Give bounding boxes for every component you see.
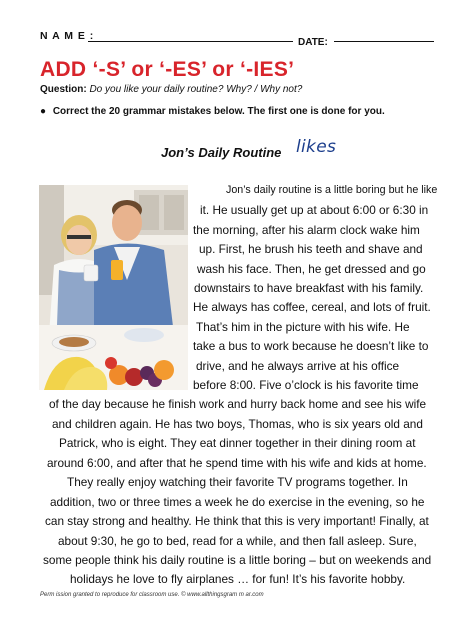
story-line: He always has coffee, cereal, and lots of fruit. (193, 300, 431, 314)
story-line: of the day because he finish work and hurry back home and see his wife (49, 397, 427, 411)
story-line: addition, two or three times a week he do exercise in the evening, so he (50, 495, 425, 509)
name-label: N A M E : (40, 30, 95, 42)
handwritten-correction: likes (296, 137, 337, 157)
name-date-row (40, 26, 440, 46)
bullet-icon: ● (40, 106, 47, 117)
story-title: Jon’s Daily Routine (161, 145, 282, 160)
name-blank-line (88, 41, 293, 42)
instruction-line (40, 106, 385, 117)
story-line: some people think his daily routine is a little boring – but on weekends and (43, 553, 432, 567)
couple-photo-illustration (39, 185, 188, 390)
story-line: can stay strong and healthy. He think that this is very important! Finally, at (45, 514, 429, 528)
question-label: Question: (40, 84, 87, 95)
story-line: the morning, after his alarm clock wake him (193, 223, 420, 237)
story-line: That’s him in the picture with his wife. He (196, 320, 410, 334)
story-line: holidays he love to fly airplanes … for fun! It’s his favorite hobby. (70, 572, 406, 586)
permission-footer: Perm ission granted to reproduce for classroom use. © www.allthingsgram m ar.com (40, 592, 264, 598)
worksheet-title: ADD ‘-S’ or ‘-ES’ or ‘-IES’ (40, 58, 295, 81)
story-line: around 6:00, and after that he spend time with his wife and kids at home. (47, 456, 427, 470)
story-line: up. First, he brush his teeth and shave and (199, 242, 423, 256)
story-line: and children again. He has two boys, Thomas, who is six years old and (52, 417, 423, 431)
question-line (40, 84, 302, 95)
question-text: Do you like your daily routine? Why? / Why not? (89, 84, 303, 95)
date-blank-line (334, 41, 434, 42)
story-line: drive, and he always arrive at his office (196, 359, 400, 373)
story-line: wash his face. Then, he get dressed and go (197, 262, 426, 276)
story-line: about 9:30, he go to bed, read for a while, and then fall asleep. Sure, (58, 534, 417, 548)
story-line: Jon’s daily routine is a little boring but he like (226, 184, 438, 196)
story-line: take a bus to work because he doesn’t like to (193, 339, 429, 353)
date-label: DATE: (298, 37, 328, 48)
story-line: it. He usually get up at about 6:00 or 6:30 in (200, 203, 429, 217)
instruction-text: Correct the 20 grammar mistakes below. The first one is done for you. (52, 106, 385, 117)
story-line: downstairs to have breakfast with his family. (194, 281, 424, 295)
couple-photo (39, 185, 188, 390)
story-line: Patrick, who is eight. They eat dinner together in their dining room at (59, 436, 416, 450)
story-line: before 8:00. Five o’clock is his favorite time (193, 378, 419, 392)
story-line: They really enjoy watching their favorite TV programs together. In (67, 475, 408, 489)
